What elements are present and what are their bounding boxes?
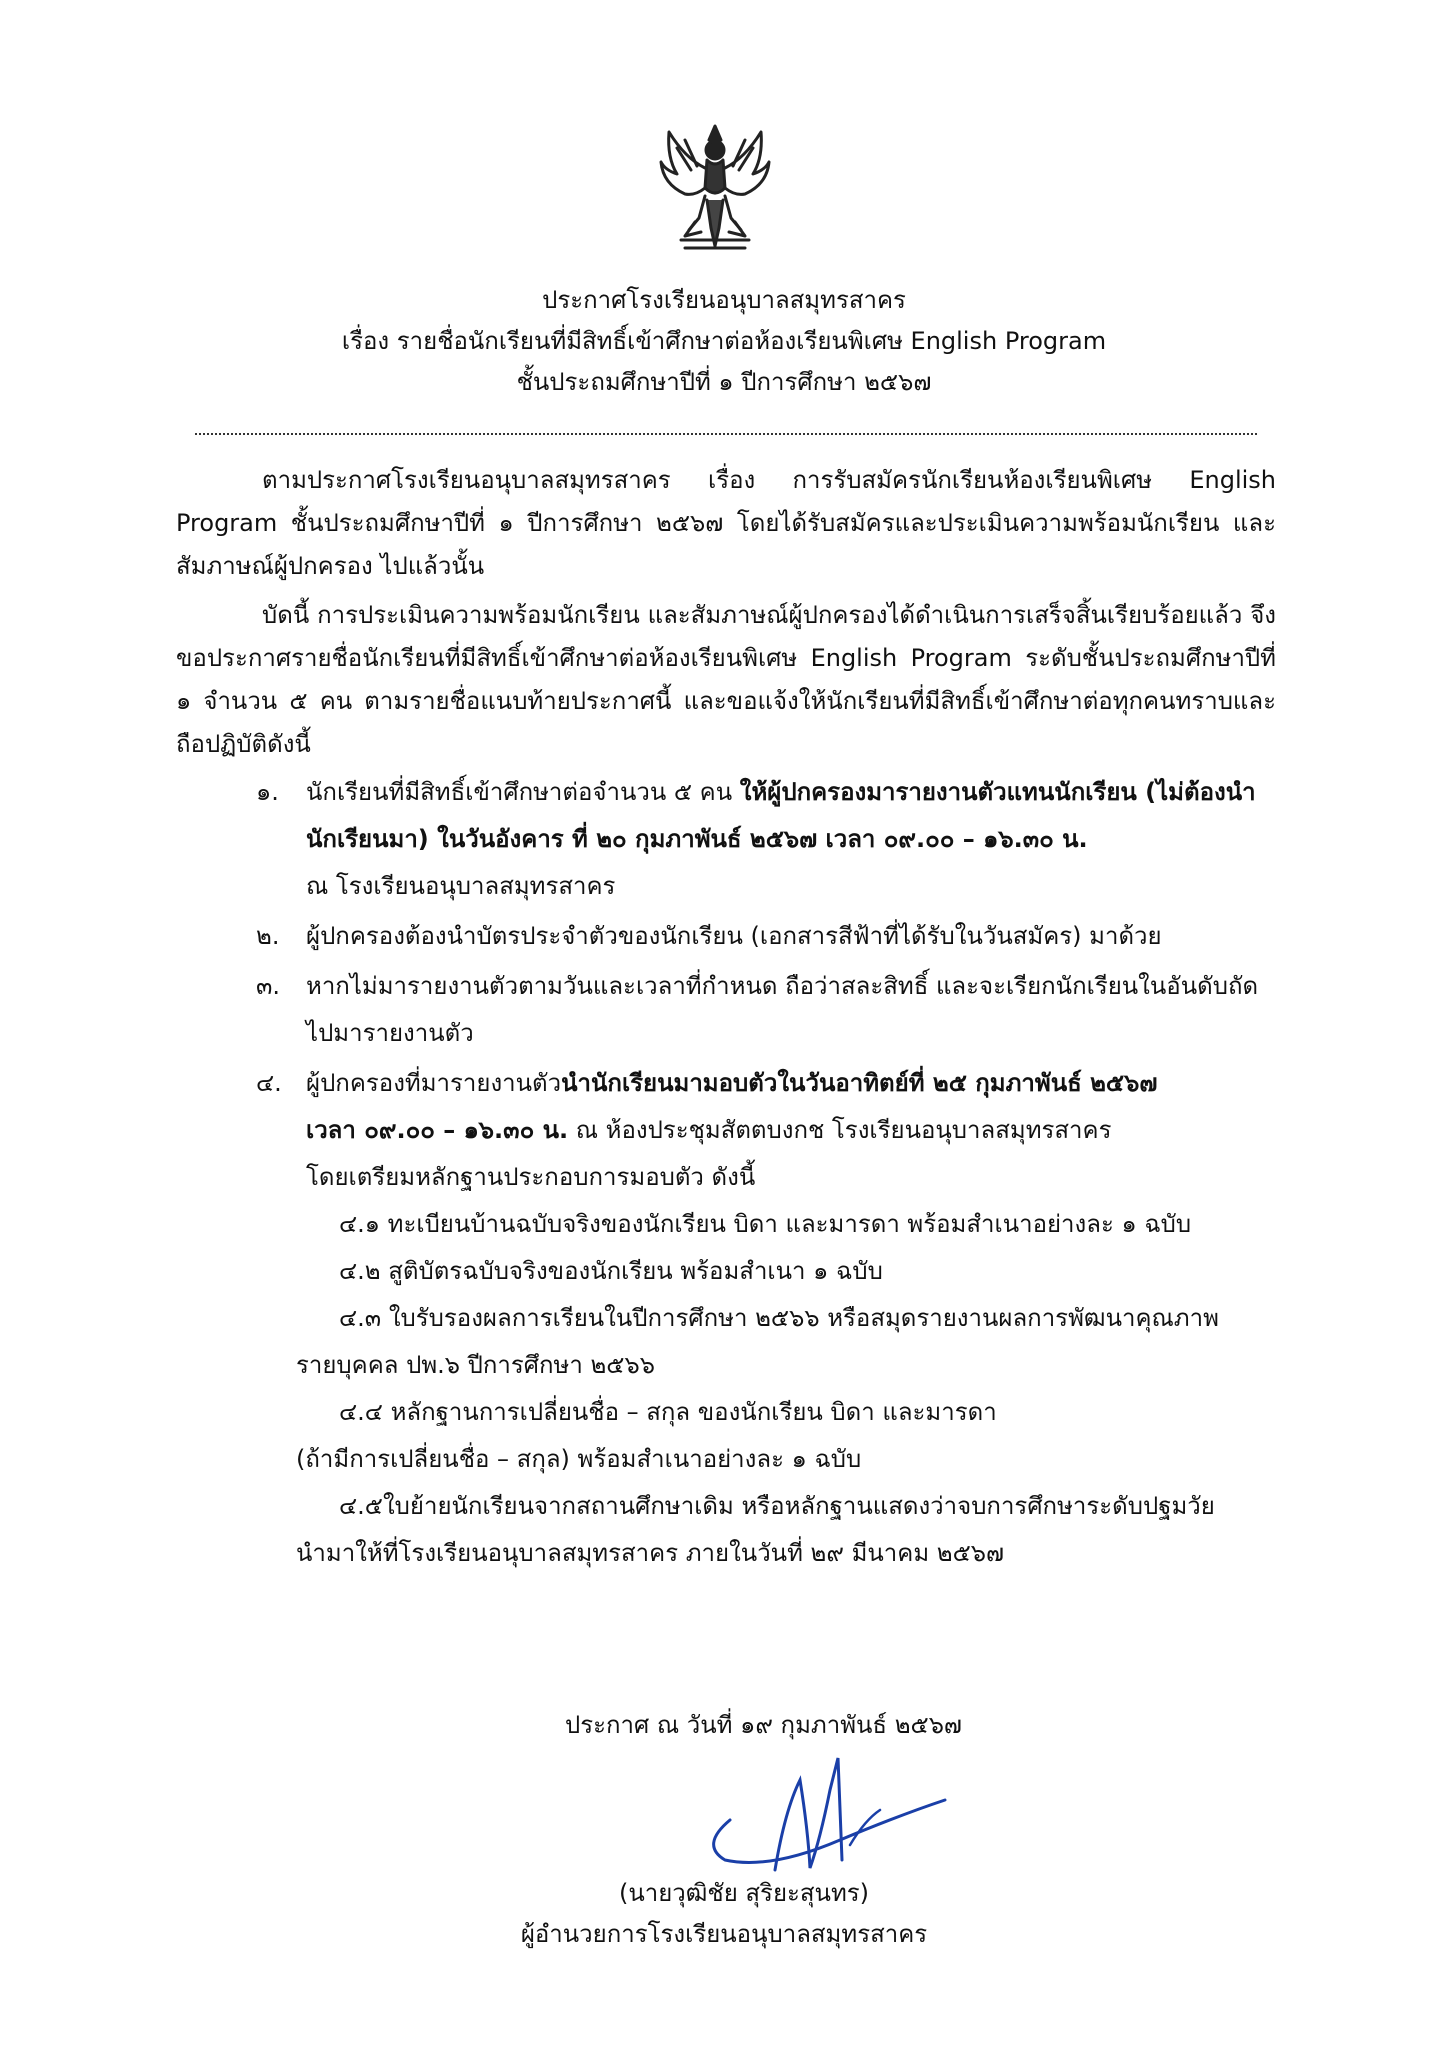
signature-icon bbox=[690, 1750, 970, 1885]
header-org: ประกาศโรงเรียนอนุบาลสมุทรสาคร bbox=[542, 286, 906, 314]
signer-title: ผู้อำนวยการโรงเรียนอนุบาลสมุทรสาคร bbox=[520, 1920, 928, 1948]
sub-item-4-1: ๔.๑ ทะเบียนบ้านฉบับจริงของนักเรียน บิดา และมารดา พร้อมสำเนาอย่างละ ๑ ฉบับ bbox=[339, 1210, 1192, 1238]
list-item-bold-text: นำนักเรียนมามอบตัวในวันอาทิตย์ที่ ๒๕ กุมภาพันธ์ ๒๕๖๗ bbox=[561, 1069, 1158, 1097]
signer-block bbox=[0, 1873, 1448, 1955]
list-item-text: ผู้ปกครองที่มารายงานตัว bbox=[306, 1069, 562, 1097]
list-item-3 bbox=[176, 963, 1276, 1057]
sub-item-4-2: ๔.๒ สูติบัตรฉบับจริงของนักเรียน พร้อมสำเนา ๑ ฉบับ bbox=[339, 1257, 883, 1285]
header-subject: เรื่อง รายชื่อนักเรียนที่มีสิทธิ์เข้าศึกษาต่อห้องเรียนพิเศษ English Program bbox=[341, 327, 1107, 355]
announcement-date: ประกาศ ณ วันที่ ๑๙ กุมภาพันธ์ ๒๕๖๗ bbox=[565, 1711, 962, 1739]
dotted-divider bbox=[195, 433, 1257, 435]
sub-item-4-3-cont: รายบุคคล ปพ.๖ ปีการศึกษา ๒๕๖๖ bbox=[296, 1351, 655, 1379]
header-grade: ชั้นประถมศึกษาปีที่ ๑ ปีการศึกษา ๒๕๖๗ bbox=[516, 368, 932, 396]
sub-item-4-5-cont: นำมาให้ที่โรงเรียนอนุบาลสมุทรสาคร ภายในวันที่ ๒๙ มีนาคม ๒๕๖๗ bbox=[296, 1539, 1005, 1567]
list-item-4 bbox=[176, 1060, 1276, 1201]
list-item-bold-text: ให้ผู้ปกครองมารายงานตัวแทนนักเรียน (ไม่ต้องนำนักเรียนมา) ในวันอังคาร ที่ ๒๐ กุมภาพันธ์ ๒๕๖๗ เวลา ๐๙.๐๐ – ๑๖.๓๐ น. bbox=[306, 778, 1256, 853]
paragraph-1: ตามประกาศโรงเรียนอนุบาลสมุทรสาคร เรื่อง การรับสมัครนักเรียนห้องเรียนพิเศษ English Program ชั้นประถมศึกษาปีที่ ๑ ปีการศึกษา ๒๕๖๗ โดยได้รับสมัครและประเมินความพร้อมนักเรียน และสัมภาษณ์ผู้ปกครอง ไปแล้วนั้น bbox=[176, 466, 1276, 580]
sub-item-4-4-cont: (ถ้ามีการเปลี่ยนชื่อ – สกุล) พร้อมสำเนาอย่างละ ๑ ฉบับ bbox=[296, 1445, 862, 1473]
sub-item-4-4: ๔.๔ หลักฐานการเปลี่ยนชื่อ – สกุล ของนักเรียน บิดา และมารดา bbox=[339, 1398, 997, 1426]
announcement-header bbox=[0, 280, 1448, 403]
sub-item-4-5: ๔.๕ใบย้ายนักเรียนจากสถานศึกษาเดิม หรือหลักฐานแสดงว่าจบการศึกษาระดับปฐมวัย bbox=[339, 1492, 1215, 1520]
garuda-emblem-icon bbox=[655, 118, 775, 258]
sub-item-4-3: ๔.๓ ใบรับรองผลการเรียนในปีการศึกษา ๒๕๖๖ หรือสมุดรายงานผลการพัฒนาคุณภาพ bbox=[339, 1304, 1219, 1332]
list-item-1 bbox=[176, 769, 1276, 910]
list-item-intro: โดยเตรียมหลักฐานประกอบการมอบตัว ดังนี้ bbox=[306, 1163, 756, 1191]
announcement-body bbox=[176, 459, 1276, 1577]
list-item-number: ๑. bbox=[256, 778, 279, 806]
list-item-text: หากไม่มารายงานตัวตามวันและเวลาที่กำหนด ถือว่าสละสิทธิ์ และจะเรียกนักเรียนในอันดับถัดไปมารายงานตัว bbox=[306, 972, 1259, 1047]
list-item-location: ณ ห้องประชุมสัตตบงกช โรงเรียนอนุบาลสมุทรสาคร bbox=[568, 1116, 1112, 1144]
list-item-number: ๔. bbox=[256, 1069, 282, 1097]
list-item-number: ๓. bbox=[256, 972, 281, 1000]
list-item-2 bbox=[176, 913, 1276, 960]
paragraph-2: บัดนี้ การประเมินความพร้อมนักเรียน และสัมภาษณ์ผู้ปกครองได้ดำเนินการเสร็จสิ้นเรียบร้อยแล้ว จึงขอประกาศรายชื่อนักเรียนที่มีสิทธิ์เข้าศึกษาต่อห้องเรียนพิเศษ English Program ระดับชั้นประถมศึกษาปีที่ ๑ จำนวน ๕ คน ตามรายชื่อแนบท้ายประกาศนี้ และขอแจ้งให้นักเรียนที่มีสิทธิ์เข้าศึกษาต่อทุกคนทราบและถือปฏิบัติดังนี้ bbox=[176, 601, 1276, 758]
signer-name: (นายวุฒิชัย สุริยะสุนทร) bbox=[618, 1879, 870, 1907]
list-item-tail: ณ โรงเรียนอนุบาลสมุทรสาคร bbox=[306, 872, 616, 900]
list-item-text: ผู้ปกครองต้องนำบัตรประจำตัวของนักเรียน (เอกสารสีฟ้าที่ได้รับในวันสมัคร) มาด้วย bbox=[306, 922, 1162, 950]
list-item-number: ๒. bbox=[256, 922, 280, 950]
list-item-bold-time: เวลา ๐๙.๐๐ – ๑๖.๓๐ น. bbox=[306, 1116, 569, 1144]
list-item-text: นักเรียนที่มีสิทธิ์เข้าศึกษาต่อจำนวน ๕ คน bbox=[306, 778, 740, 806]
